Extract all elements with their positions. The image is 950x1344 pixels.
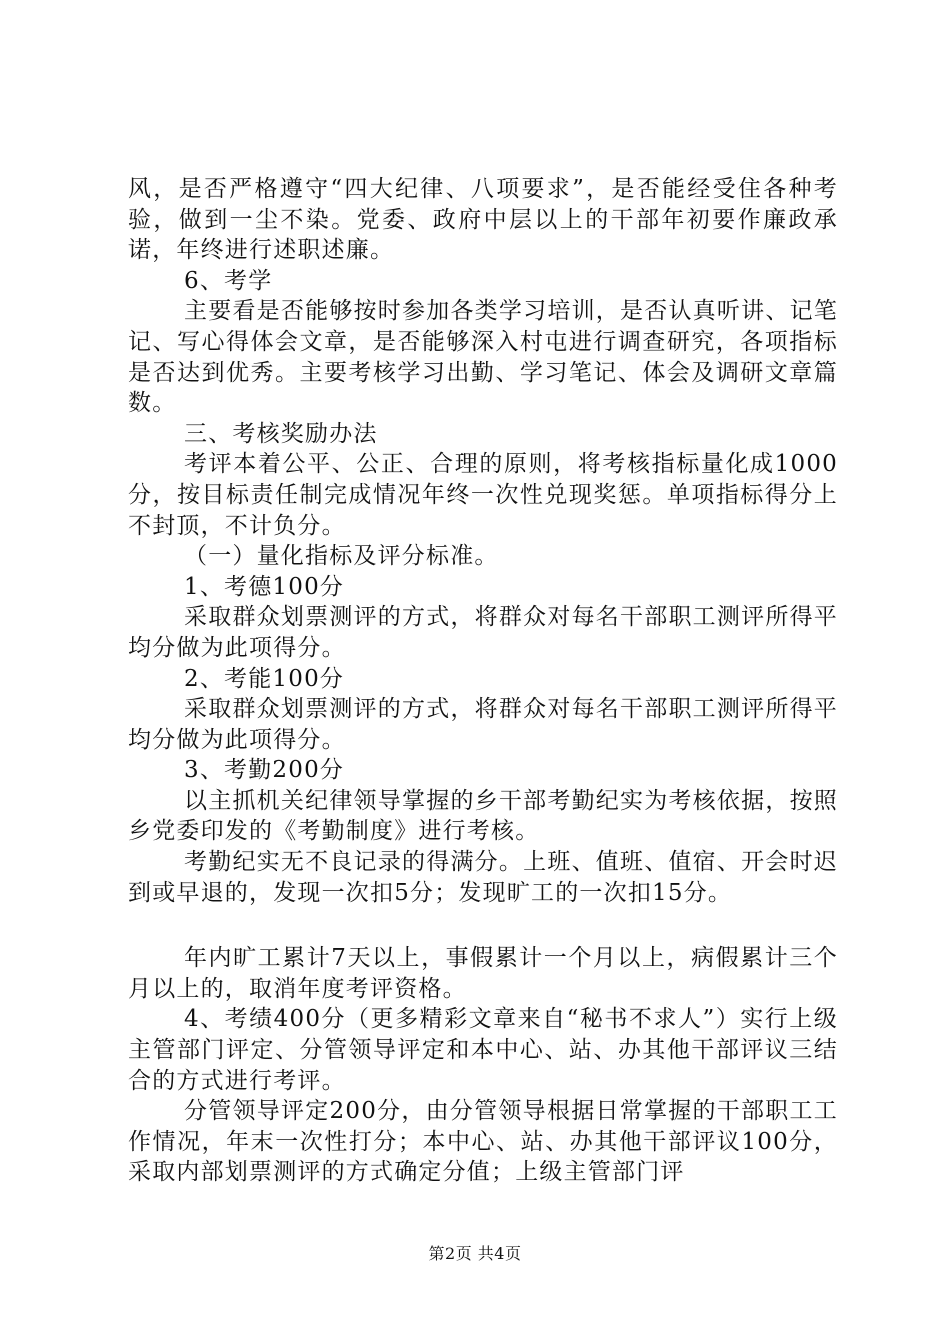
paragraph-integrity-continued: 风，是否严格遵守“四大纪律、八项要求”，是否能经受住各种考验，做到一尘不染。党委、政府中层以上的干部年初要作廉政承诺，年终进行述职述廉。 — [128, 176, 838, 264]
heading-morality-score: 1、考德100分 — [184, 573, 345, 600]
paragraph-ability-method: 采取群众划票测评的方式，将群众对每名干部职工测评所得平均分做为此项得分。 — [128, 696, 838, 753]
paragraph-study-criteria: 主要看是否能够按时参加各类学习培训，是否认真听讲、记笔记、写心得体会文章，是否能够深入村屯进行调查研究，各项指标是否达到优秀。主要考核学习出勤、学习笔记、体会及调研文章篇数。 — [128, 298, 838, 417]
heading-ability-score: 2、考能100分 — [184, 665, 345, 692]
heading-performance-score: 4、考绩400分（更多精彩文章来自“秘书不求人”）实行上级主管部门评定、分管领导评定和本中心、站、办其他干部评议三结合的方式进行考评。 — [128, 1006, 838, 1094]
paragraph-performance-breakdown: 分管领导评定200分，由分管领导根据日常掌握的干部职工工作情况，年末一次性打分；本中心、站、办其他干部评议100分，采取内部划票测评的方式确定分值；上级主管部门评 — [128, 1098, 838, 1186]
paragraph-spacer — [128, 908, 838, 943]
paragraph-attendance-deductions: 考勤纪实无不良记录的得满分。上班、值班、值宿、开会时迟到或早退的，发现一次扣5分；发现旷工的一次扣15分。 — [128, 849, 838, 906]
heading-study-item: 6、考学 — [184, 267, 273, 294]
paragraph-disqualification: 年内旷工累计7天以上，事假累计一个月以上，病假累计三个月以上的，取消年度考评资格。 — [128, 945, 838, 1002]
heading-reward-methods: 三、考核奖励办法 — [184, 420, 378, 447]
page-number-footer: 第2页 共4页 — [428, 1244, 522, 1263]
heading-quantified-indicators: （一）量化指标及评分标准。 — [184, 543, 499, 570]
document-body — [128, 174, 838, 1188]
paragraph-scoring-principle: 考评本着公平、公正、合理的原则，将考核指标量化成1000分，按目标责任制完成情况年终一次性兑现奖惩。单项指标得分上不封顶，不计负分。 — [128, 451, 838, 539]
paragraph-morality-method: 采取群众划票测评的方式，将群众对每名干部职工测评所得平均分做为此项得分。 — [128, 604, 838, 661]
paragraph-attendance-basis: 以主抓机关纪律领导掌握的乡干部考勤纪实为考核依据，按照乡党委印发的《考勤制度》进行考核。 — [128, 787, 838, 845]
heading-attendance-score: 3、考勤200分 — [184, 757, 345, 784]
